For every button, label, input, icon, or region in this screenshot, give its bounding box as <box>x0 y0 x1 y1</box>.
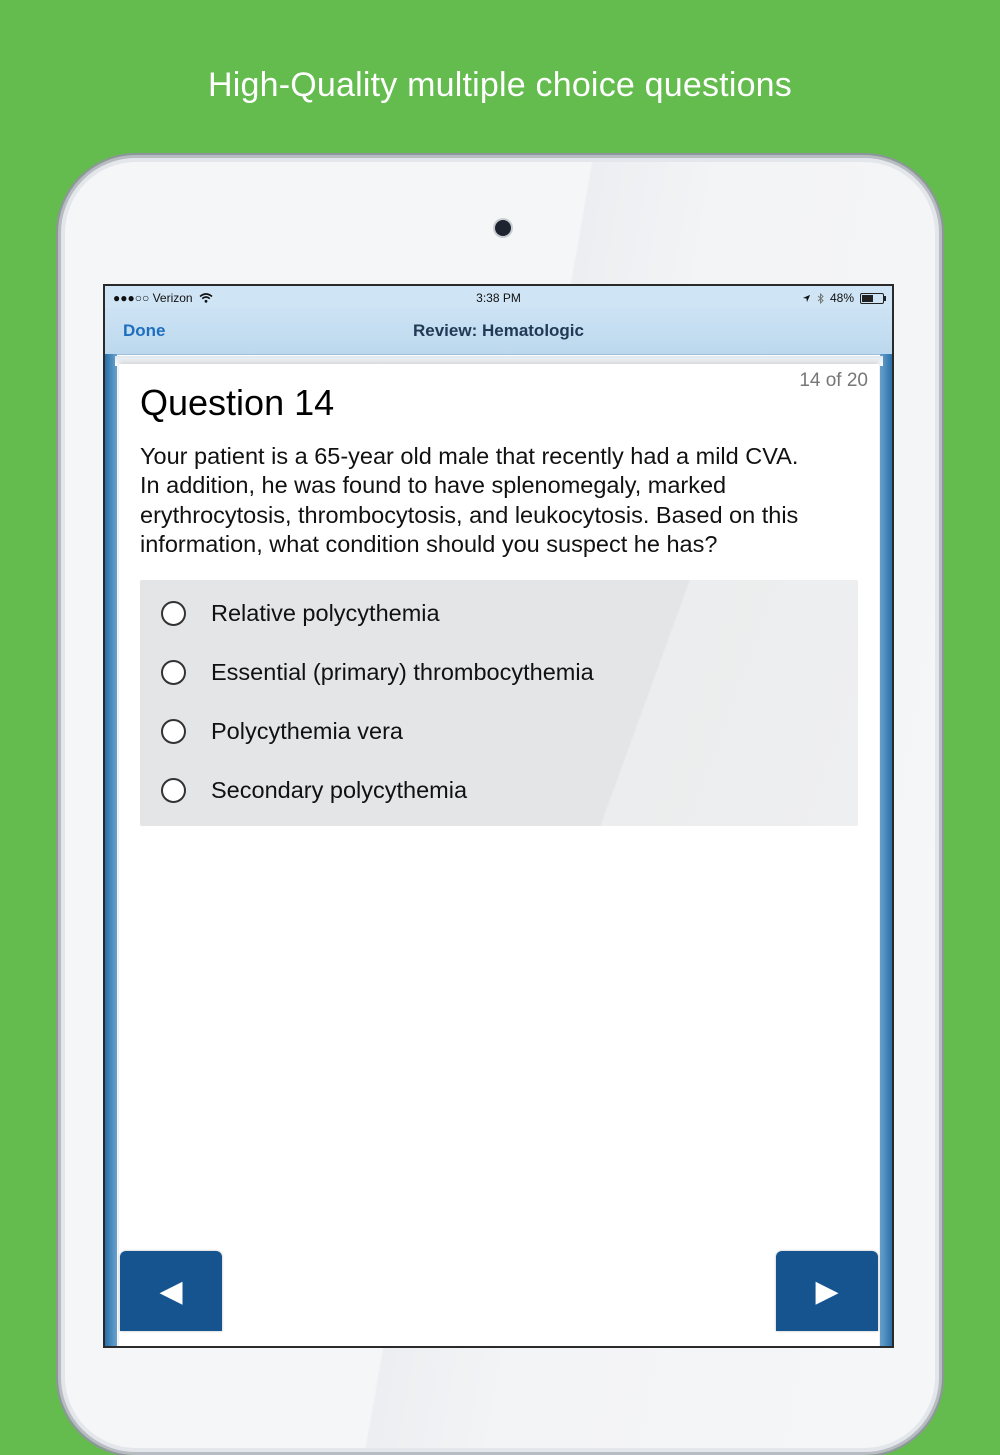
answer-choice-3[interactable] <box>140 702 858 761</box>
question-counter: 14 of 20 <box>799 370 868 391</box>
answer-label: Polycythemia vera <box>211 718 403 744</box>
bluetooth-icon <box>817 293 824 304</box>
done-button[interactable]: Done <box>123 321 166 340</box>
answer-choice-1[interactable] <box>140 584 858 643</box>
radio-button-icon[interactable] <box>161 601 186 626</box>
camera <box>495 220 511 236</box>
battery-fill <box>862 295 873 302</box>
promo-title: High-Quality multiple choice questions <box>208 66 792 104</box>
question-line: In addition, he was found to have splenomegaly, marked <box>140 472 727 499</box>
question-line: Your patient is a 65-year old male that recently had a mild CVA. <box>140 443 799 469</box>
battery-percent: 48% <box>829 291 854 305</box>
question-text <box>140 442 860 559</box>
app-screen <box>105 286 892 1346</box>
location-arrow-icon <box>802 294 811 303</box>
right-edge-border <box>880 354 892 1346</box>
answer-choice-2[interactable] <box>140 643 858 702</box>
left-edge-border <box>105 354 117 1346</box>
question-title: Question 14 <box>140 382 335 423</box>
next-arrow-icon: ▶ <box>815 1274 839 1308</box>
battery-icon <box>860 293 884 304</box>
status-bar <box>105 286 892 308</box>
question-line: erythrocytosis, thrombocytosis, and leukocytosis. Based on this <box>140 501 799 528</box>
next-question-button[interactable] <box>776 1251 878 1331</box>
answer-label: Secondary polycythemia <box>211 777 468 803</box>
answer-choices <box>140 580 858 826</box>
nav-title: Review: Hematologic <box>413 321 584 340</box>
radio-button-icon[interactable] <box>161 660 186 685</box>
answer-choice-4[interactable] <box>140 761 858 820</box>
question-line: information, what condition should you suspect he has? <box>140 530 718 557</box>
status-right <box>802 291 884 305</box>
previous-question-button[interactable] <box>120 1251 222 1331</box>
previous-arrow-icon: ◀ <box>159 1274 183 1308</box>
radio-button-icon[interactable] <box>161 778 186 803</box>
carrier-text: ●●●○○ Verizon <box>113 291 193 305</box>
answer-label: Essential (primary) thrombocythemia <box>211 659 594 685</box>
answer-label: Relative polycythemia <box>211 600 440 626</box>
status-time: 3:38 PM <box>476 291 521 305</box>
nav-bar <box>105 308 892 355</box>
radio-button-icon[interactable] <box>161 719 186 744</box>
